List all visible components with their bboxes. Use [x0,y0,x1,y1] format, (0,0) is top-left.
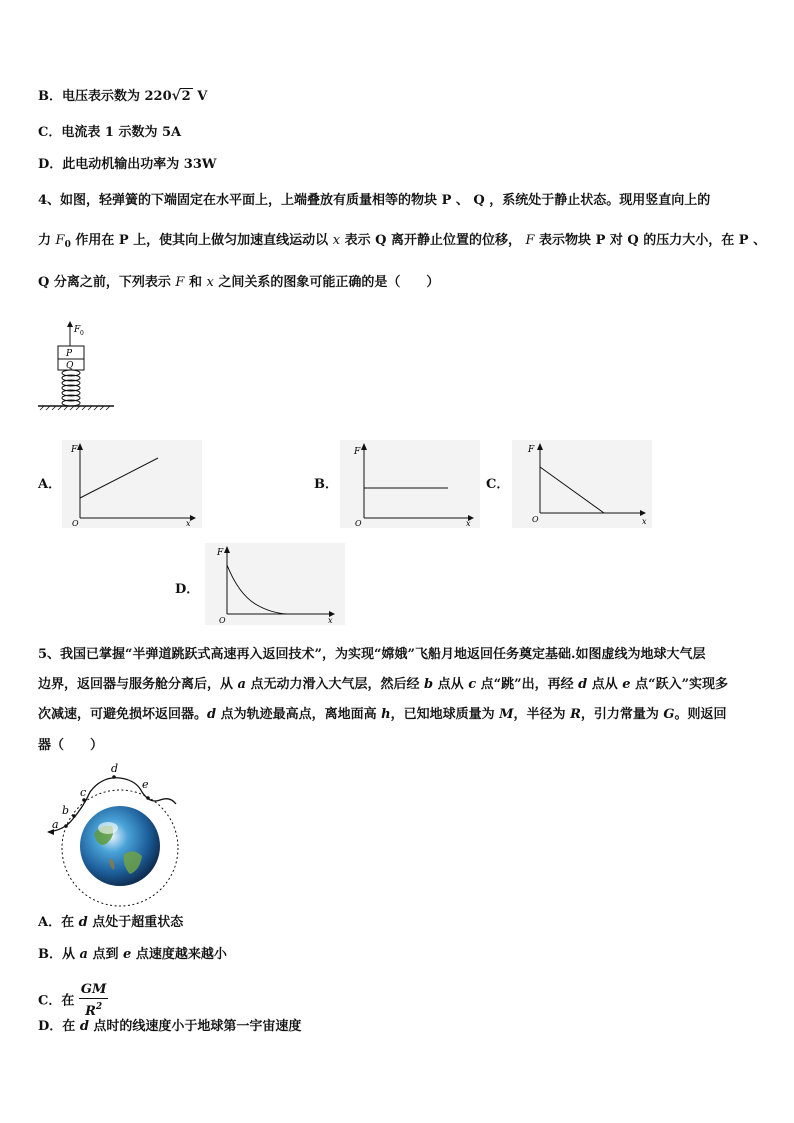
gm-over-r2-fraction: $\frac{GM}{R^2}$ [80,982,107,1019]
q4-line-2: 力 $F_0$ 作用在 P 上，使其向上做匀加速直线运动以 x 表示 Q 离开静止位置的位移， F 表示物块 P 对 Q 的压力大小，在 P 、 [38,233,767,250]
q5-line-1: 5、我国已掌握“半弹道跳跃式高速再入返回技术”，为实现“嫦娥”飞船月地返回任务奠定基础.如图虚线为地球大气层 [38,647,706,662]
point-b-label: b [62,804,70,817]
svg-text:O: O [532,515,539,524]
q5-line-2: 边界，返回器与服务舱分离后，从 a 点无动力滑入大气层，然后经 b 点从 c 点“跳”出，再经 d 点从 e 点“跃入”实现多 [38,677,729,692]
graph-a[interactable] [62,440,202,528]
svg-text:O: O [219,616,226,625]
q5-line-3: 次减速，可避免损坏返回器。d 点为轨迹最高点，离地面高 h，已知地球质量为 M，半径为 R，引力常量为 G。则返回 [38,707,727,722]
force-label: F [74,325,81,335]
svg-text:O: O [72,519,79,528]
spring [62,370,80,406]
q5-option-b[interactable]: B．从 a 点到 e 点速度越来越小 [38,947,227,962]
svg-text:O: O [355,519,362,528]
q4-line-3: Q 分离之前，下列表示 F 和 x 之间关系的图象可能正确的是（ ） [38,275,440,290]
svg-text:x: x [466,519,471,528]
svg-text:x: x [186,519,191,528]
point-c-label: c [80,786,87,799]
svg-text:F: F [217,548,224,558]
q3-option-d: D．此电动机输出功率为 33W [38,157,217,172]
svg-text:F: F [528,445,535,455]
earth-trajectory-figure [44,762,184,898]
sqrt-symbol: √ 2 [171,88,191,104]
point-a-label: a [52,818,59,831]
earth-icon [80,806,160,886]
q5-line-4: 器（ ） [38,738,104,753]
svg-text:F: F [71,445,78,455]
q5-option-d[interactable]: D．在 d 点时的线速度小于地球第一宇宙速度 [38,1019,302,1034]
block-p-label: P [66,349,73,359]
graph-d-label: D． [175,582,200,597]
point-e-label: e [142,778,149,791]
q5-option-a[interactable]: A．在 d 点处于超重状态 [38,915,184,930]
q4-line-1: 4、如图，轻弹簧的下端固定在水平面上，上端叠放有质量相等的物块 P 、 Q ，系统处于静止状态。现用竖直向上的 [38,193,711,208]
point-d-label: d [111,762,119,775]
graph-c[interactable] [512,440,652,528]
svg-text:0: 0 [80,330,84,337]
graph-b[interactable] [340,440,480,528]
svg-text:F: F [354,447,361,457]
svg-text:x: x [328,616,333,625]
spring-blocks-figure [36,318,116,410]
q3-option-c: C．电流表 1 示数为 5A [38,125,182,140]
graph-c-label: C． [486,477,510,492]
graph-d[interactable] [205,543,345,625]
graph-a-label: A． [38,477,62,492]
q5-option-c[interactable]: C．在 $\frac{GM}{R^2}$ [38,982,107,1019]
svg-text:x: x [642,517,647,526]
q3-option-b: B．电压表示数为 220 √ 2 V [38,88,208,104]
block-q-label: Q [66,361,74,371]
graph-b-label: B． [314,477,338,492]
